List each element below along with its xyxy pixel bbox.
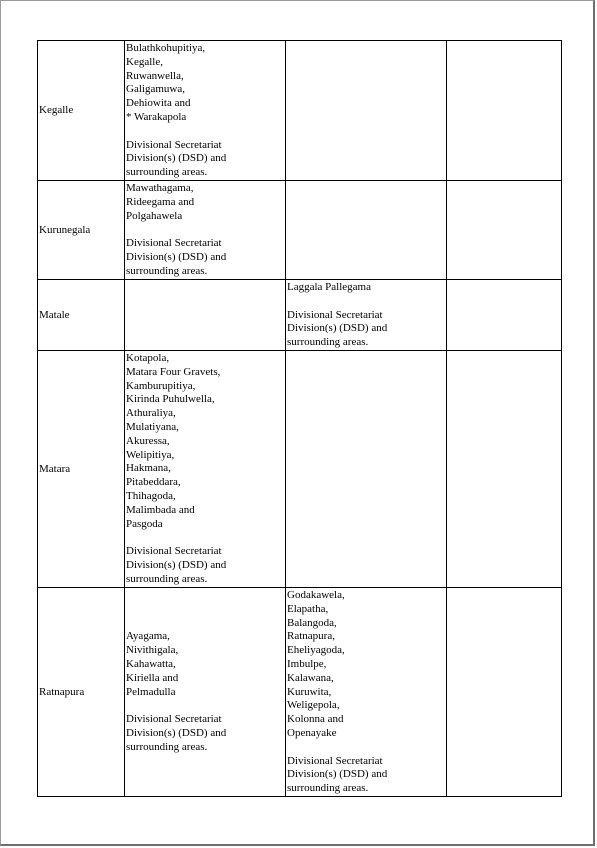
dsd-cell-col4 [447,588,562,797]
dsd-cell-col3 [286,351,447,588]
district-cell: Kegalle [38,41,125,181]
dsd-cell-col4 [447,181,562,280]
dsd-cell-col2: Mawathagama, Rideegama and Polgahawela Divisional Secretariat Division(s) (DSD) and surrounding areas. [125,181,286,280]
dsd-cell-col3 [286,41,447,181]
table-row-matara [38,351,562,588]
district-cell: Matara [38,351,125,588]
dsd-cell-col4 [447,280,562,351]
dsd-cell-col2 [125,280,286,351]
district-cell: Kurunegala [38,181,125,280]
dsd-cell-col2: Ayagama, Nivithigala, Kahawatta, Kiriella and Pelmadulla Divisional Secretariat Division(s) (DSD) and surrounding areas. [125,588,286,797]
district-cell: Matale [38,280,125,351]
dsd-cell-col4 [447,351,562,588]
dsd-cell-col3: Laggala Pallegama Divisional Secretariat Division(s) (DSD) and surrounding areas. [286,280,447,351]
table-row-kegalle [38,41,562,181]
table-row-matale [38,280,562,351]
dsd-cell-col4 [447,41,562,181]
dsd-cell-col2: Kotapola, Matara Four Gravets, Kamburupitiya, Kirinda Puhulwella, Athuraliya, Mulatiyana, Akuressa, Welipitiya, Hakmana, Pitabeddara, Thihagoda, Malimbada and Pasgoda Divisional Secretariat Division(s) (DSD) and surrounding areas. [125,351,286,588]
table-row-kurunegala [38,181,562,280]
dsd-cell-col3: Godakawela, Elapatha, Balangoda, Ratnapura, Eheliyagoda, Imbulpe, Kalawana, Kuruwita, Weligepola, Kolonna and Openayake Divisional Secretariat Division(s) (DSD) and surrounding areas. [286,588,447,797]
district-cell: Ratnapura [38,588,125,797]
dsd-cell-col2: Bulathkohupitiya, Kegalle, Ruwanwella, Galigamuwa, Dehiowita and * Warakapola Divisional Secretariat Division(s) (DSD) and surrounding areas. [125,41,286,181]
table-row-ratnapura [38,588,562,797]
district-table [37,40,562,797]
dsd-cell-col3 [286,181,447,280]
